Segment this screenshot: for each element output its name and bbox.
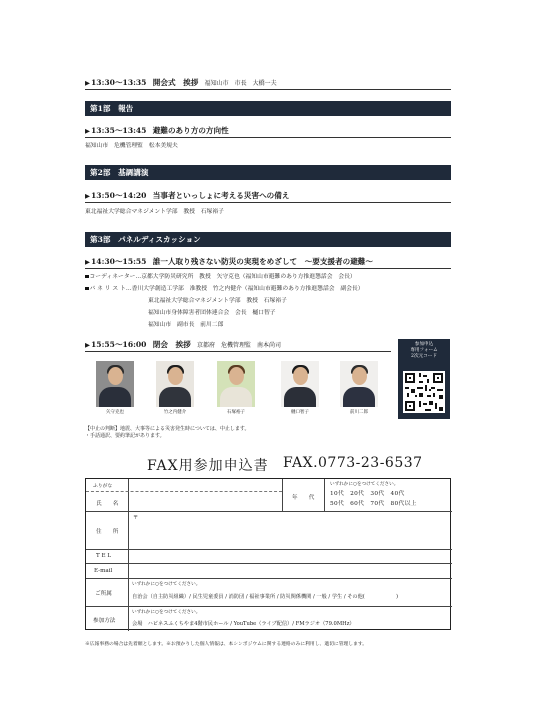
part2-time: 13:50〜14:20 bbox=[91, 191, 147, 200]
closing-row bbox=[85, 339, 391, 350]
speaker-photo bbox=[156, 361, 194, 407]
address-input[interactable] bbox=[132, 521, 448, 547]
part3-time: 14:30〜15:55 bbox=[91, 257, 147, 266]
name-input[interactable] bbox=[132, 493, 280, 510]
panelist-line: パ ネ リ ス ト…香川大学創造工学部 准教授 竹之内健介（福知山市避難のあり方推進懇話会 副会長） bbox=[85, 283, 364, 292]
part2-row bbox=[85, 190, 451, 201]
divider bbox=[282, 479, 283, 511]
divider bbox=[86, 491, 282, 492]
part2-header: 第2部 基調講演 bbox=[85, 165, 451, 180]
name-label: 氏 名 bbox=[96, 501, 119, 507]
triangle-icon: ▶ bbox=[85, 258, 90, 266]
divider bbox=[85, 202, 451, 203]
affiliation-label: ご所属 bbox=[95, 591, 112, 597]
address-label: 住 所 bbox=[96, 529, 119, 535]
method-options[interactable]: 会場 ハピネスふくちやま4階市民ホール / YouTube（ライブ配信）/ FMラジオ（79.0MHz） bbox=[132, 621, 355, 627]
divider bbox=[86, 578, 452, 579]
age-options-row1[interactable]: 10代 20代 30代 40代 bbox=[330, 491, 405, 497]
speaker-photo bbox=[217, 361, 255, 407]
divider bbox=[85, 137, 451, 138]
footer-note: ※広報事務の場合は先着順とします。※お預かりした個人情報は、本シンポジウムに関する連絡のみに利用し、適切に管理します。 bbox=[85, 642, 368, 647]
part3-title: 誰一人取り残さない防災の実現をめざして 〜要支援者の避難〜 bbox=[152, 257, 373, 266]
speaker-name: 竹之内健介 bbox=[163, 410, 187, 415]
part1-header: 第1部 報告 bbox=[85, 101, 451, 116]
age-label: 年 代 bbox=[292, 495, 315, 501]
divider bbox=[86, 606, 452, 607]
age-hint: いずれかに○をつけてください。 bbox=[330, 482, 399, 487]
speaker-name: 矢守克也 bbox=[106, 410, 124, 415]
speaker-name: 前川二郎 bbox=[350, 410, 368, 415]
square-marker-icon bbox=[85, 275, 89, 279]
opening-speaker: 福知山市 市長 大橋一夫 bbox=[204, 80, 277, 87]
opening-title: 開会式 挨拶 bbox=[152, 78, 199, 87]
divider bbox=[85, 89, 451, 90]
affiliation-options[interactable]: 自治会（自主防災組織）/ 民生児童委員 / 消防団 / 福祉事業所 / 防災関係機関 / 一般 / 学生 / その他( ) bbox=[132, 594, 398, 600]
divider bbox=[86, 511, 452, 512]
notice-text: 【中止の判断】地震、大事等による災害発生時については、中止します。 bbox=[85, 426, 250, 432]
panelist-line: 福知山市身体障害者団体連合会 会長 樋口智子 bbox=[148, 310, 276, 316]
divider bbox=[128, 479, 129, 631]
tel-label: T E L bbox=[96, 553, 112, 559]
tel-input[interactable] bbox=[132, 551, 448, 562]
triangle-icon: ▶ bbox=[85, 127, 90, 135]
closing-speaker: 京都府 危機管理監 南本尚司 bbox=[197, 342, 282, 349]
application-form bbox=[85, 478, 451, 630]
fax-number: FAX.0773-23-6537 bbox=[283, 455, 423, 471]
part1-speaker: 福知山市 危機管理監 松本美規夫 bbox=[85, 143, 178, 149]
square-marker-icon bbox=[85, 287, 89, 291]
qr-panel bbox=[398, 339, 450, 419]
triangle-icon: ▶ bbox=[85, 341, 90, 349]
speaker-name: 樋口智子 bbox=[291, 410, 309, 415]
coordinator-line: コーディネーター…京都大学防災研究所 教授 矢守克也（福知山市避難のあり方推進懇話会 会長） bbox=[85, 271, 356, 280]
divider bbox=[86, 549, 452, 550]
postal-mark: 〒 bbox=[133, 515, 139, 521]
triangle-icon: ▶ bbox=[85, 192, 90, 200]
qr-code-icon[interactable] bbox=[403, 371, 445, 413]
speaker-name: 石塚裕子 bbox=[227, 410, 245, 415]
method-hint: いずれかに○をつけてください。 bbox=[132, 610, 201, 615]
part1-title: 避難のあり方の方向性 bbox=[152, 126, 229, 135]
divider bbox=[85, 351, 391, 352]
part2-speaker: 東北福祉大学総合マネジメント学部 教授 石塚裕子 bbox=[85, 209, 224, 215]
closing-title: 閉会 挨拶 bbox=[152, 340, 191, 349]
divider bbox=[85, 268, 451, 269]
notice-text: ・手話通訳、要約筆記があります。 bbox=[85, 433, 165, 439]
part2-title: 当事者といっしょに考える災害への備え bbox=[152, 191, 290, 200]
furigana-label: ふりがな bbox=[93, 484, 113, 489]
part3-row bbox=[85, 256, 451, 267]
opening-row bbox=[85, 77, 451, 88]
furigana-input[interactable] bbox=[132, 481, 280, 490]
affiliation-hint: いずれかに○をつけてください。 bbox=[132, 582, 201, 587]
part1-time: 13:35〜13:45 bbox=[91, 126, 147, 135]
fax-form-title: FAX用参加申込書 bbox=[147, 458, 269, 474]
qr-label: 参加申込 専用フォーム 2次元コード bbox=[410, 342, 438, 359]
speaker-photo bbox=[340, 361, 378, 407]
divider bbox=[324, 479, 325, 511]
part1-row bbox=[85, 125, 451, 136]
divider bbox=[86, 563, 452, 564]
opening-time: 13:30〜13:35 bbox=[91, 78, 147, 87]
part3-header: 第3部 パネルディスカッション bbox=[85, 232, 451, 247]
email-label: E-mail bbox=[94, 568, 113, 574]
email-input[interactable] bbox=[132, 565, 448, 577]
panelist-line: 東北福祉大学総合マネジメント学部 教授 石塚裕子 bbox=[148, 298, 287, 304]
panelist-line: 福知山市 副市長 前川二郎 bbox=[148, 322, 224, 328]
closing-time: 15:55〜16:00 bbox=[91, 340, 147, 349]
age-options-row2[interactable]: 50代 60代 70代 80代以上 bbox=[330, 501, 417, 507]
speaker-photo bbox=[96, 361, 134, 407]
triangle-icon: ▶ bbox=[85, 79, 90, 87]
method-label: 参加方法 bbox=[93, 618, 116, 624]
speaker-photo bbox=[281, 361, 319, 407]
